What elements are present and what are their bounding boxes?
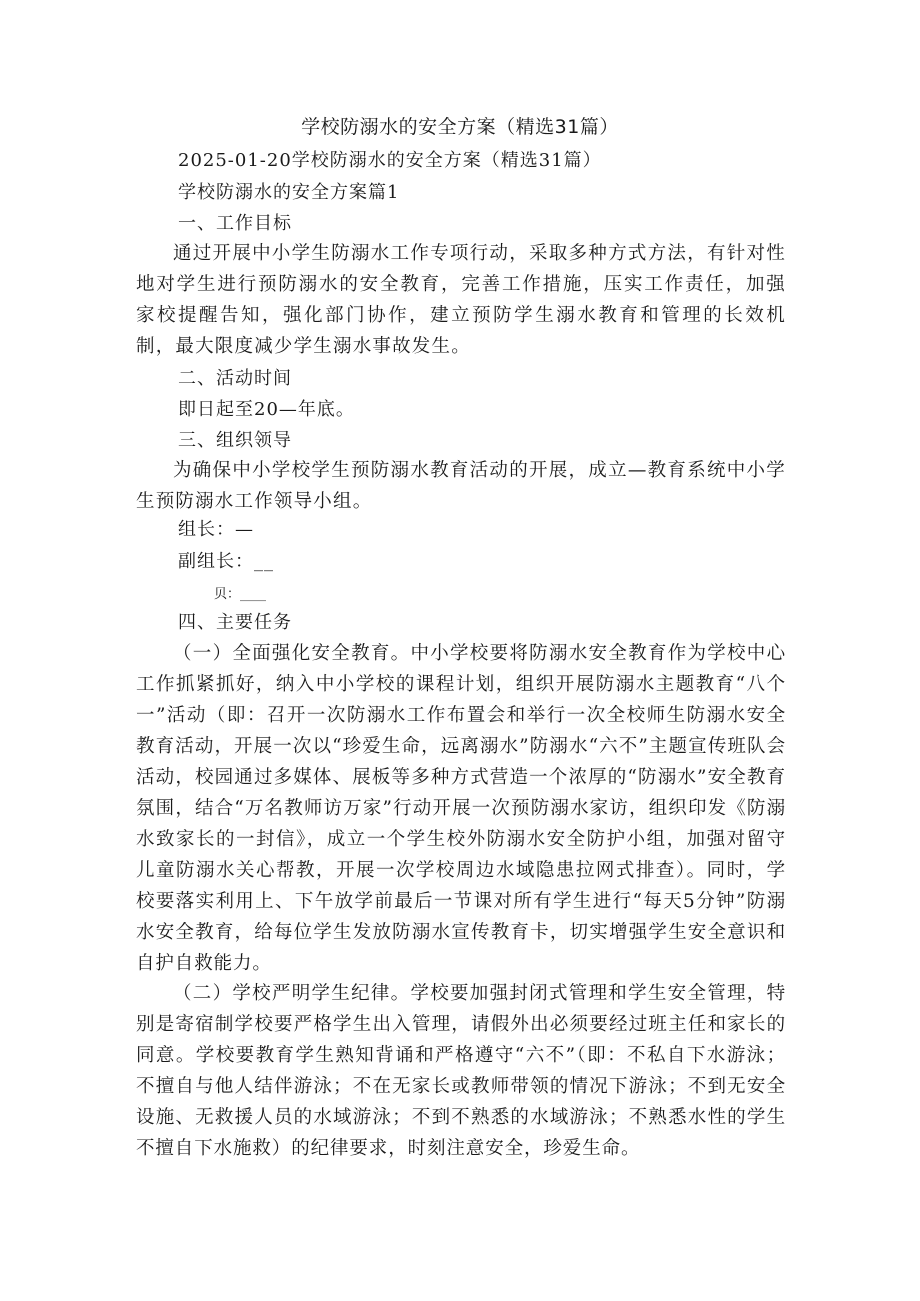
heading-organization: 三、组织领导 [178, 430, 292, 451]
paragraph-activity-time: 即日起至20—年底。 [178, 399, 355, 420]
paragraph-task-one: （一）全面强化安全教育。中小学校要将防溺水安全教育作为学校中心工作抓紧抓好，纳入中小学校的课程计划，组织开展防溺水主题教育“八个一”活动（即：召开一次防溺水工作布置会和举行一次全校师生防溺水安全教育活动，开展一次以“珍爱生命，远离溺水”防溺水“六不”主题宣传班队会活动，校园通过多媒体、展板等多种方式营造一个浓厚的“防溺水”安全教育氛围，结合“万名教师访万家”行动开展一次预防溺水家访，组织印发《防溺水致家长的一封信》，成立一个学生校外防溺水安全防护小组，加强对留守儿童防溺水关心帮教，开展一次学校周边水域隐患拉网式排查）。同时，学校要落实利用上、下午放学前最后一节课对所有学生进行“每天5分钟”防溺水安全教育，给每位学生发放防溺水宣传教育卡，切实增强学生安全意识和自护自救能力。 [136, 643, 786, 974]
paragraph-work-goal: 通过开展中小学生防溺水工作专项行动，采取多种方式方法，有针对性地对学生进行预防溺水的安全教育，完善工作措施，压实工作责任，加强家校提醒告知，强化部门协作，建立预防学生溺水教育和管理的长效机制，最大限度减少学生溺水事故发生。 [136, 243, 786, 357]
paragraph-task-two: （二）学校严明学生纪律。学校要加强封闭式管理和学生安全管理，特别是寄宿制学校要严格学生出入管理，请假外出必须要经过班主任和家长的同意。学校要教育学生熟知背诵和严格遵守“六不”（即：不私自下水游泳；不擅自与他人结伴游泳；不在无家长或教师带领的情况下游泳；不到无安全设施、无救援人员的水域游泳；不到不熟悉的水域游泳；不熟悉水性的学生不擅自下水施救）的纪律要求，时刻注意安全，珍爱生命。 [136, 983, 786, 1159]
deputy-line: 副组长：__ [178, 551, 274, 572]
member-line: 贝：____ [214, 587, 267, 602]
heading-work-goal: 一、工作目标 [178, 213, 292, 234]
leader-line: 组长：— [178, 519, 254, 540]
section-heading: 学校防溺水的安全方案篇1 [178, 182, 400, 203]
document-subtitle: 2025-01-20学校防溺水的安全方案（精选31篇） [178, 150, 602, 171]
heading-main-tasks: 四、主要任务 [178, 612, 292, 633]
document-title: 学校防溺水的安全方案（精选31篇） [301, 116, 619, 138]
paragraph-organization: 为确保中小学校学生预防溺水教育活动的开展，成立—教育系统中小学生预防溺水工作领导小组。 [136, 460, 786, 512]
heading-activity-time: 二、活动时间 [178, 368, 292, 389]
